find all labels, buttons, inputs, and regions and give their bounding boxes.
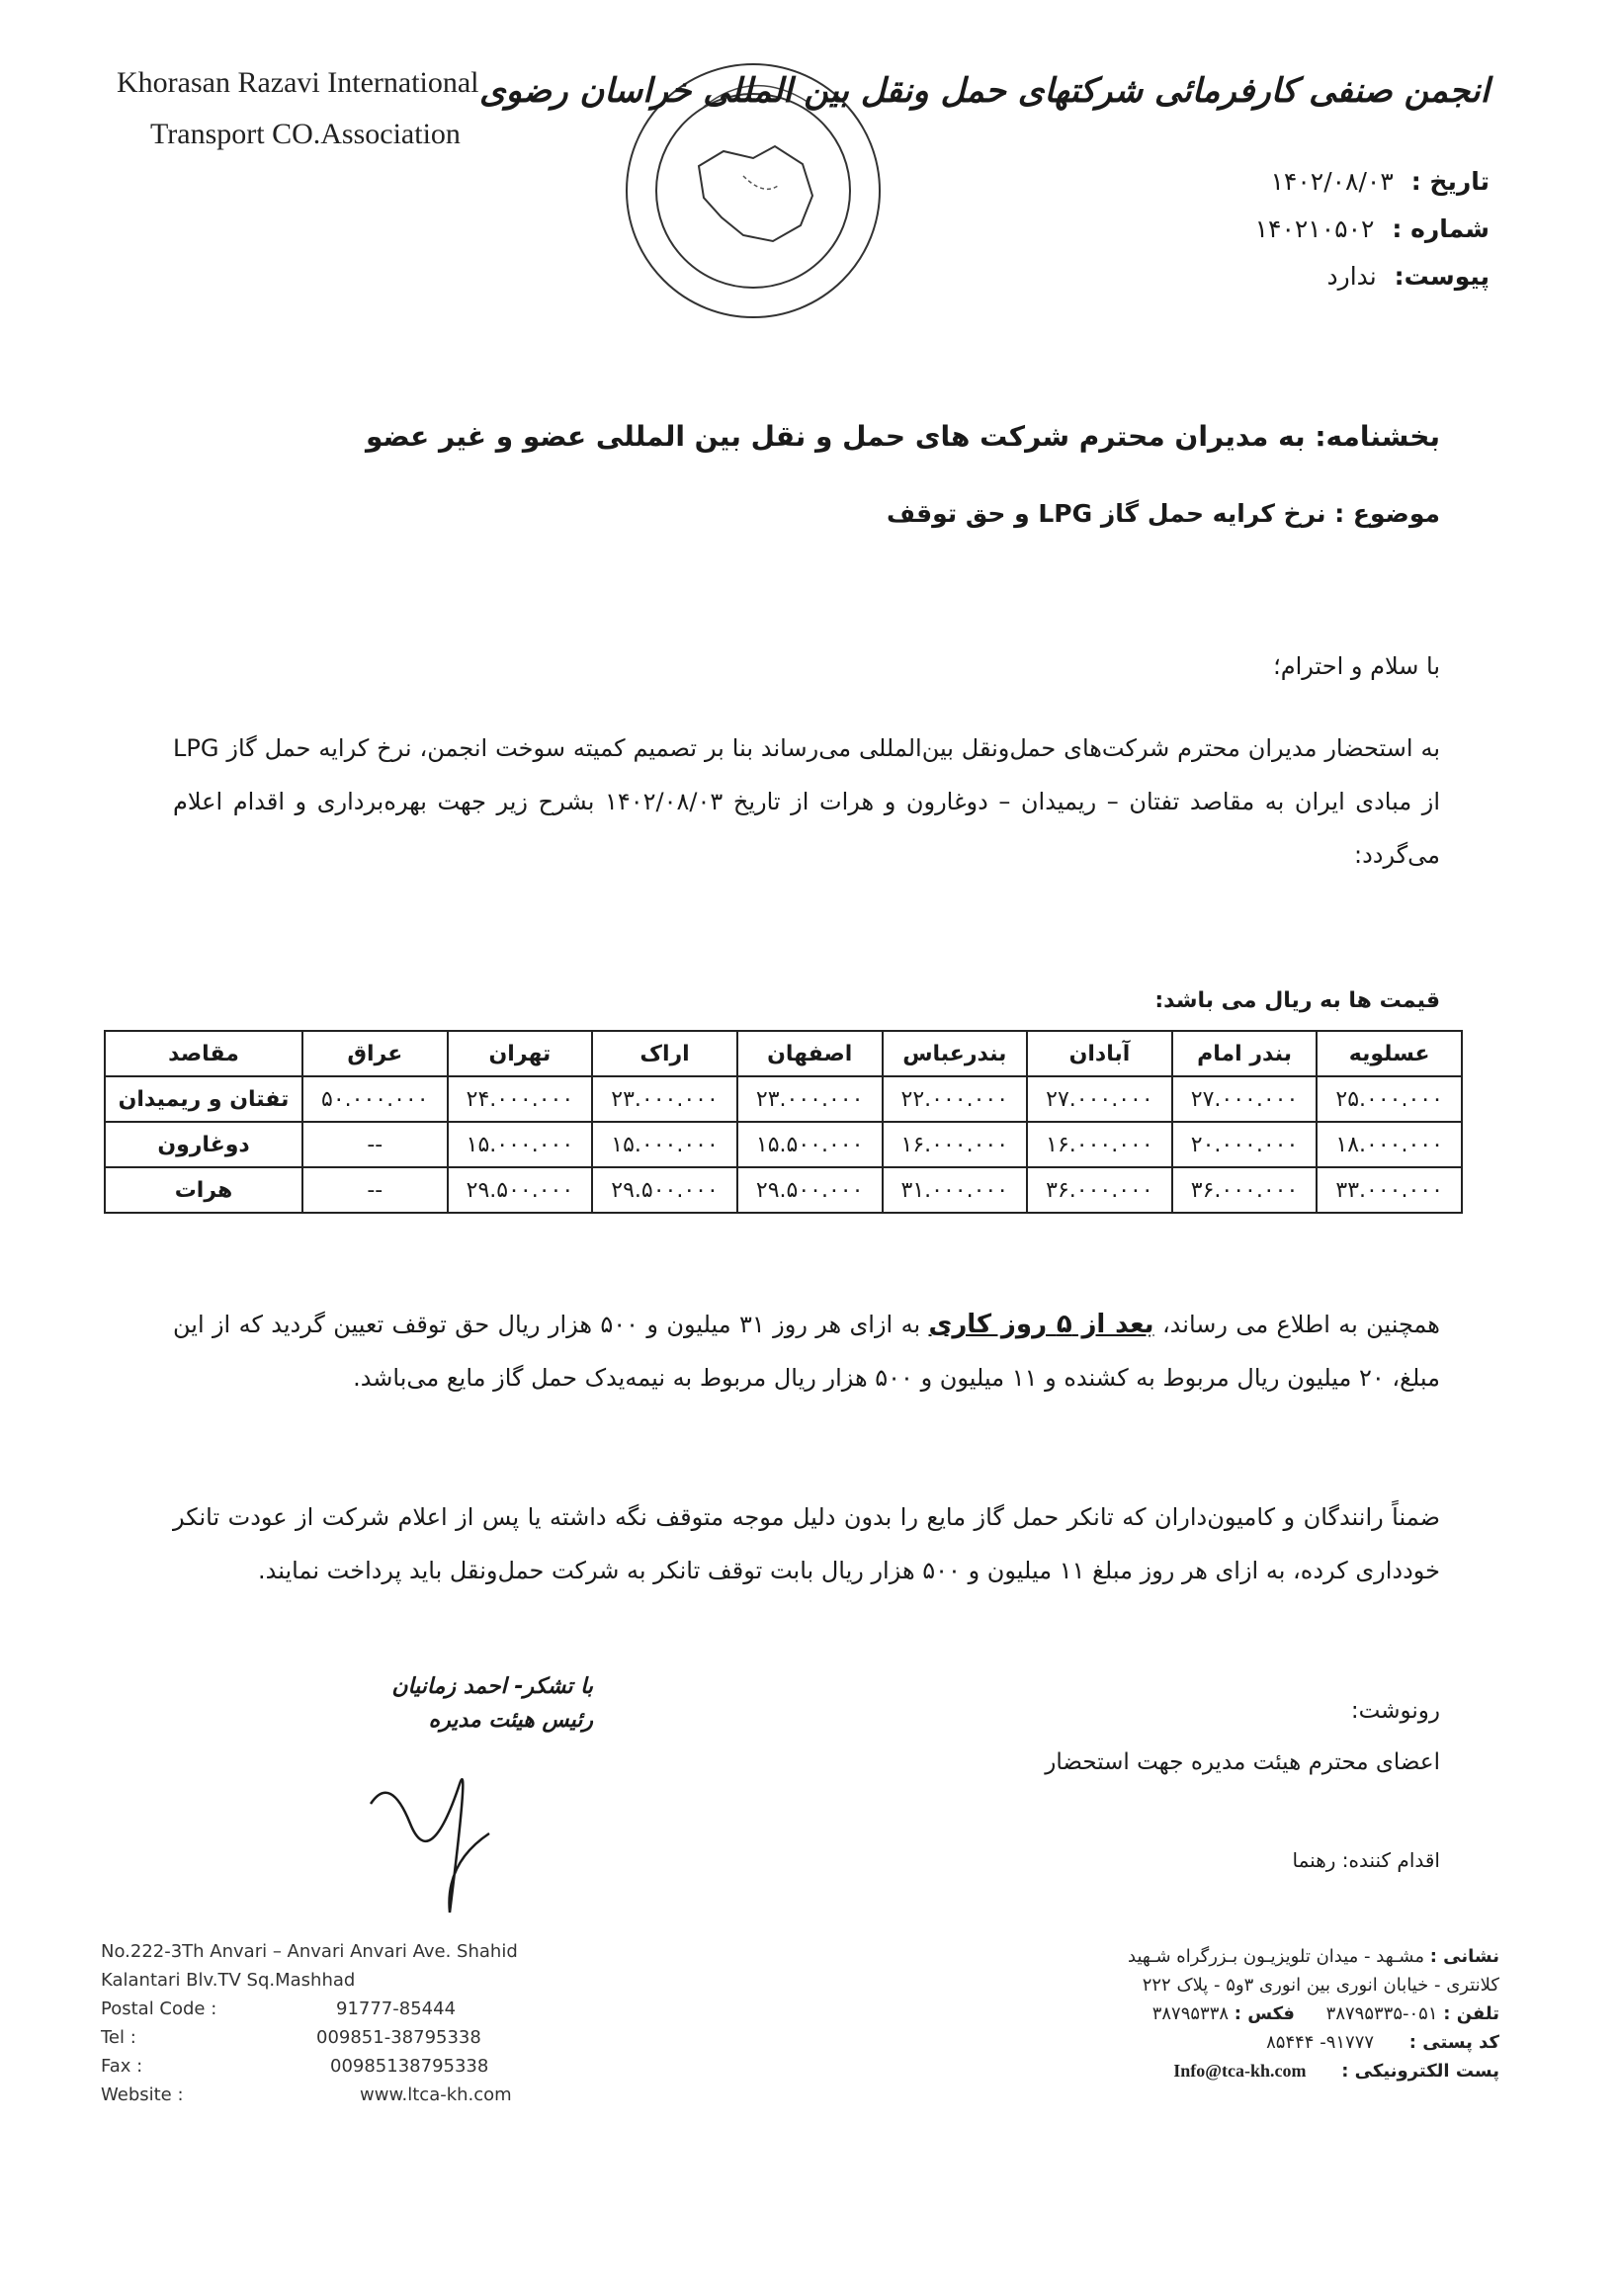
- table-header-cell: اصفهان: [737, 1031, 883, 1076]
- table-cell: ۲۷.۰۰۰.۰۰۰: [1172, 1076, 1318, 1122]
- working-days-highlight: بعد از ۵ روز کاری: [928, 1310, 1154, 1339]
- footer-fa-fax-label: فکس :: [1234, 2003, 1295, 2024]
- footer-tel-label: Tel :: [101, 2027, 136, 2048]
- table-cell: ۲۴.۰۰۰.۰۰۰: [448, 1076, 593, 1122]
- table-cell: ۲۳.۰۰۰.۰۰۰: [592, 1076, 737, 1122]
- footer-fa-fax-value: ۳۸۷۹۵۳۳۸: [1151, 2003, 1230, 2024]
- cc-label: رونوشت:: [1350, 1698, 1440, 1724]
- table-cell: ۲۷.۰۰۰.۰۰۰: [1027, 1076, 1172, 1122]
- table-cell: ۳۱.۰۰۰.۰۰۰: [883, 1167, 1028, 1213]
- footer-fax-value: 00985138795338: [330, 2056, 489, 2077]
- table-cell: ۱۵.۰۰۰.۰۰۰: [448, 1122, 593, 1167]
- table-cell: ۲۰.۰۰۰.۰۰۰: [1172, 1122, 1318, 1167]
- footer-website-label: Website :: [101, 2084, 184, 2105]
- rates-table: [104, 1030, 1463, 1214]
- date-row: [1173, 158, 1490, 206]
- footer-fax-row: [101, 2052, 615, 2081]
- cc-block: [649, 1685, 1440, 1788]
- footer-fa-address-label: نشانی :: [1429, 1946, 1499, 1967]
- footer-fa-phone-value: ۰۵۱-۳۸۷۹۵۳۳۵: [1325, 2003, 1438, 2024]
- footer-fa-postal-value: ۹۱۷۷۷- ۸۵۴۴۴: [1266, 2032, 1375, 2053]
- footer-website-link[interactable]: www.ltca-kh.com: [360, 2084, 512, 2105]
- table-cell: ۱۵.۰۰۰.۰۰۰: [592, 1122, 737, 1167]
- table-cell: ۲۹.۵۰۰.۰۰۰: [448, 1167, 593, 1213]
- intro-paragraph: به استحضار مدیران محترم شرکت‌های حمل‌ونقل بین‌المللی می‌رساند بنا بر تصمیم کمیته سوخت انجمن، نرخ کرایه حمل گاز LPG از مبادی ایران به مقاصد تفتان – ریمیدان – دوغارون و هرات از تاریخ ۱۴۰۲/۰۸/۰۳ بشرح زیر جهت بهره‌برداری و اقدام اعلام می‌گردد:: [173, 734, 1440, 869]
- footer-fa-postal-label: کد پستی :: [1408, 2032, 1499, 2053]
- drivers-paragraph: ضمناً رانندگان و کامیون‌داران که تانکر حمل گاز مایع را بدون دلیل موجه متوقف نگه داشته یا پس از اعلام شرکت از عودت تانکر خودداری کرده، به ازای هر روز مبلغ ۱۱ میلیون و ۵۰۰ هزار ریال بابت توقف تانکر به شرکت حمل‌ونقل باید پرداخت نمایند.: [173, 1503, 1440, 1584]
- table-cell: ۳۳.۰۰۰.۰۰۰: [1317, 1167, 1462, 1213]
- persian-letterhead: انجمن صنفی کارفرمائی شرکتهای حمل ونقل بین المللی خراسان رضوی: [479, 71, 1490, 111]
- prices-note: قیمت ها به ریال می باشد:: [1154, 988, 1440, 1013]
- action-by: اقدام کننده: رهنما: [1292, 1848, 1440, 1872]
- table-row: [105, 1167, 1462, 1213]
- table-cell: ۲۹.۵۰۰.۰۰۰: [737, 1167, 883, 1213]
- number-value: ۱۴۰۲۱۰۵۰۲: [1254, 214, 1375, 243]
- table-cell: ۲۵.۰۰۰.۰۰۰: [1317, 1076, 1462, 1122]
- table-header-row: [105, 1031, 1462, 1076]
- table-cell: ۲۲.۰۰۰.۰۰۰: [883, 1076, 1028, 1122]
- date-label: تاریخ :: [1410, 167, 1490, 196]
- letter-meta: [1173, 158, 1490, 300]
- footer-address-line1: No.222-3Th Anvari – Anvari Anvari Ave. Shahid: [101, 1941, 518, 1962]
- footer-postal-row: [101, 1995, 615, 2023]
- english-name-line1: Khorasan Razavi International: [117, 66, 479, 99]
- table-cell: ۲۹.۵۰۰.۰۰۰: [592, 1167, 737, 1213]
- table-header-cell: بندر امام: [1172, 1031, 1318, 1076]
- table-cell: ۱۵.۵۰۰.۰۰۰: [737, 1122, 883, 1167]
- destination-cell: هرات: [105, 1167, 302, 1213]
- attachment-value: ندارد: [1326, 262, 1377, 291]
- table-header-cell: بندرعباس: [883, 1031, 1028, 1076]
- signer-title: رئیس هیئت مدیره: [428, 1708, 593, 1733]
- footer-postal-value: 91777-85444: [336, 1998, 457, 2019]
- footer-english: [101, 1937, 615, 2109]
- table-header-cell: عراق: [302, 1031, 448, 1076]
- signature-block: [297, 1670, 593, 1738]
- table-header-cell: مقاصد: [105, 1031, 302, 1076]
- table-row: [105, 1076, 1462, 1122]
- table-header-cell: عسلویه: [1317, 1031, 1462, 1076]
- demurrage-intro: همچنین به اطلاع می رساند،: [1161, 1311, 1440, 1338]
- footer-address-line2: Kalantari Blv.TV Sq.Mashhad: [101, 1970, 356, 1991]
- signer-name: با تشکر- احمد زمانیان: [391, 1674, 593, 1699]
- handwritten-signature: [351, 1744, 549, 1922]
- footer-fa-email-row: [1025, 2057, 1499, 2085]
- footer-tel-row: [101, 2023, 615, 2052]
- table-header-cell: اراک: [592, 1031, 737, 1076]
- circular-addressee: بخشنامه: به مدیران محترم شرکت های حمل و نقل بین المللی عضو و غیر عضو: [365, 420, 1440, 453]
- table-cell: ۱۶.۰۰۰.۰۰۰: [1027, 1122, 1172, 1167]
- number-row: [1173, 206, 1490, 253]
- footer-website-row: [101, 2081, 615, 2109]
- table-cell: --: [302, 1122, 448, 1167]
- number-label: شماره :: [1392, 214, 1490, 243]
- rates-table-container: [104, 1030, 1463, 1214]
- date-value: ۱۴۰۲/۰۸/۰۳: [1270, 167, 1394, 196]
- table-cell: --: [302, 1167, 448, 1213]
- table-cell: ۵۰.۰۰۰.۰۰۰: [302, 1076, 448, 1122]
- english-name-line2: Transport CO.Association: [150, 118, 461, 150]
- footer-postal-label: Postal Code :: [101, 1998, 217, 2019]
- table-cell: ۳۶.۰۰۰.۰۰۰: [1172, 1167, 1318, 1213]
- footer-fa-phone-label: تلفن :: [1443, 2003, 1499, 2024]
- destination-cell: دوغارون: [105, 1122, 302, 1167]
- table-cell: ۱۶.۰۰۰.۰۰۰: [883, 1122, 1028, 1167]
- attachment-row: [1173, 253, 1490, 300]
- circular-subject: موضوع : نرخ کرایه حمل گاز LPG و حق توقف: [886, 499, 1440, 528]
- footer-fa-postal-row: [1025, 2028, 1499, 2057]
- footer-tel-value: 009851-38795338: [316, 2027, 481, 2048]
- footer-fa-phone-row: [1025, 1999, 1499, 2028]
- cc-recipient: اعضای محترم هیئت مدیره جهت استحضار: [1045, 1749, 1440, 1775]
- attachment-label: پیوست:: [1394, 262, 1490, 291]
- demurrage-details: به ازای هر روز ۳۱ میلیون و ۵۰۰ هزار ریال حق توقف تعیین گردید که از این مبلغ، ۲۰ میلیون ریال مربوط به کشنده و ۱۱ میلیون و ۵۰۰ هزار ریال مربوط به نیمه‌یدک حمل گاز مایع می‌باشد.: [173, 1311, 1440, 1392]
- table-cell: ۲۳.۰۰۰.۰۰۰: [737, 1076, 883, 1122]
- table-cell: ۱۸.۰۰۰.۰۰۰: [1317, 1122, 1462, 1167]
- table-header-cell: آبادان: [1027, 1031, 1172, 1076]
- footer-fa-email-link[interactable]: Info@tca-kh.com: [1173, 2061, 1307, 2081]
- footer-fa-address-line1: مشـهد - میدان تلویزیـون بـزرگراه شـهید: [1128, 1946, 1424, 1967]
- footer-fa-address-line2: کلانتری - خیابان انوری بین انوری ۳و۵ - پلاک ۲۲۲: [1142, 1975, 1499, 1996]
- greeting: با سلام و احترام؛: [1273, 652, 1440, 680]
- footer-fa-email-label: پست الکترونیکی :: [1341, 2061, 1499, 2082]
- footer-fa-address-row: [1025, 1942, 1499, 1971]
- table-header-cell: تهران: [448, 1031, 593, 1076]
- destination-cell: تفتان و ریمیدان: [105, 1076, 302, 1122]
- demurrage-paragraph: [173, 1298, 1440, 1404]
- footer-persian: [1025, 1942, 1499, 2085]
- signature-scribble-icon: [351, 1744, 549, 1922]
- table-row: [105, 1122, 1462, 1167]
- footer-fax-label: Fax :: [101, 2056, 143, 2077]
- table-cell: ۳۶.۰۰۰.۰۰۰: [1027, 1167, 1172, 1213]
